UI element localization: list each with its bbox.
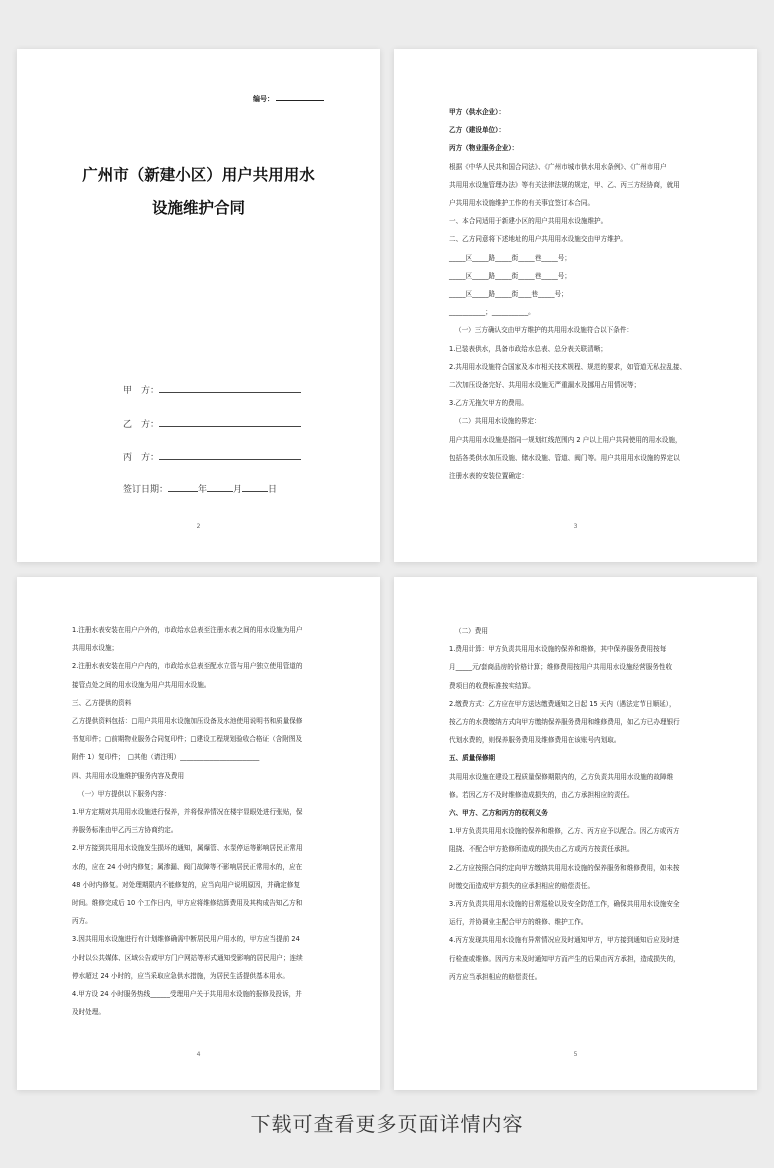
contract-number-blank bbox=[276, 100, 324, 101]
party-a-blank bbox=[159, 392, 301, 393]
page-number: 3 bbox=[573, 523, 578, 530]
party-b-blank bbox=[159, 426, 301, 427]
text-line: 2.共用用水设施符合国家及本市相关技术规程、规范的要求，如管道无私拉乱接、 bbox=[449, 362, 687, 371]
party-b-label: 乙 方： bbox=[123, 420, 160, 430]
contract-page-5 bbox=[394, 577, 757, 1090]
text-line: 代划水费的，则保养服务费用及维修费用在该账号内划取。 bbox=[449, 736, 621, 745]
day-blank bbox=[242, 491, 268, 492]
year-label: 年 bbox=[198, 485, 208, 495]
text-line: 3.乙方无拖欠甲方的费用。 bbox=[449, 399, 528, 408]
contract-number bbox=[253, 94, 324, 104]
text-line: 48 小时内修复。对处理期限内不能修复的，应当向用户说明原因，并确定修复 bbox=[72, 880, 301, 889]
text-line: _____区_____路_____街_____巷_____号； bbox=[449, 253, 571, 262]
party-a-label: 甲 方： bbox=[123, 386, 160, 396]
text-line: 阻挠、不配合甲方抢修所造成的损失由乙方或丙方按责任承担。 bbox=[449, 845, 634, 854]
text-line: 时间。维修完成后 10 个工作日内，甲方应将维修结算费用及其构成告知乙方和 bbox=[72, 899, 303, 908]
text-line: 行检查或维修。因丙方未及时通知甲方而产生的后果由丙方承担，造成损失的， bbox=[449, 954, 680, 963]
party-c-blank bbox=[159, 459, 301, 460]
text-line: 1.费用计算：甲方负责共用用水设施的保养和维修，其中保养服务费用按每 bbox=[449, 645, 667, 654]
text-line: 六、甲方、乙方和丙方的权利义务 bbox=[449, 809, 548, 818]
text-line: （二）共用用水设施的界定： bbox=[455, 417, 541, 426]
text-line: 2.注册水表安装在用户户内的，市政给水总表至配水立管与用户独立使用管道的 bbox=[72, 662, 303, 671]
text-line: 二、乙方同意将下述地址的用户共用用水设施交由甲方维护。 bbox=[449, 235, 628, 244]
text-line: 一、本合同适用于新建小区的用户共用用水设施维护。 bbox=[449, 217, 608, 226]
text-line: 水的，应在 24 小时内修复；属渗漏、阀门故障等不影响居民正常用水的，应在 bbox=[72, 862, 303, 871]
text-line: 小时以公共媒体、区域公告或甲方门户网站等形式通知受影响的居民用户；连续 bbox=[72, 953, 303, 962]
text-line: 户共用用水设施维护工作的有关事宜签订本合同。 bbox=[449, 199, 595, 208]
text-line: 2.缴费方式：乙方应在甲方送达缴费通知之日起 15 天内（遇法定节日顺延）， bbox=[449, 699, 676, 708]
text-line: 四、共用用水设施维护服务内容及费用 bbox=[72, 771, 185, 780]
text-line: 1.已装表供水，具备市政给水总表、总分表关联清晰； bbox=[449, 344, 607, 353]
text-line: 乙方（建设单位）： bbox=[449, 126, 506, 135]
text-line: ___________；___________。 bbox=[449, 308, 535, 317]
text-line: 及时处理。 bbox=[72, 1008, 105, 1017]
text-line: 乙方提供资料包括：□用户共用用水设施加压设备及水池使用说明书和质量保修 bbox=[72, 717, 303, 726]
page-body bbox=[72, 621, 329, 1021]
text-line: 1.甲方定期对共用用水设施进行保养，并将保养情况在楼宇显眼处进行张贴，保 bbox=[72, 808, 303, 817]
contract-page-3 bbox=[394, 49, 757, 562]
party-c-signature bbox=[123, 450, 301, 463]
text-line: 丙方（物业服务企业）： bbox=[449, 144, 519, 153]
text-line: 二次加压设备完好、共用用水设施无严重漏水及挪用占用情况等； bbox=[449, 381, 641, 390]
contract-number-label: 编号： bbox=[253, 95, 274, 103]
text-line: 3.因共用用水设施进行有计划维修确需中断居民用户用水的，甲方应当提前 24 bbox=[72, 935, 300, 944]
text-line: _____区_____路_____街_____巷_____号； bbox=[449, 271, 571, 280]
text-line: 五、质量保修期 bbox=[449, 754, 496, 763]
year-blank bbox=[168, 491, 198, 492]
contract-title-line2: 设施维护合同 bbox=[151, 199, 245, 217]
text-line: 附件 1）复印件； □其他（请注明）________________________ bbox=[72, 753, 260, 762]
text-line: 共用用水设施； bbox=[72, 644, 119, 653]
month-label: 月 bbox=[233, 485, 243, 495]
text-line: 费项目的收费标准按实结算。 bbox=[449, 681, 535, 690]
text-line: 注册水表的安装位置确定： bbox=[449, 472, 529, 481]
page-number: 5 bbox=[573, 1051, 578, 1058]
contract-page-4 bbox=[17, 577, 380, 1090]
page-body bbox=[449, 103, 711, 485]
text-line: 丙方应当承担相应的赔偿责任。 bbox=[449, 972, 542, 981]
text-line: 1.注册水表安装在用户户外的，市政给水总表至注册水表之间的用水设施为用户 bbox=[72, 626, 303, 634]
text-line: 按乙方的水费缴纳方式向甲方缴纳保养服务费用和维修费用，如乙方已办理银行 bbox=[449, 718, 680, 727]
text-line: 包括各类供水加压设施、储水设施、管道、阀门等。用户共用用水设施的界定以 bbox=[449, 453, 680, 462]
text-line: （二）费用 bbox=[455, 627, 488, 635]
text-line: 时缴交而造成甲方损失的应承担相应的赔偿责任。 bbox=[449, 881, 595, 890]
text-line: 4.丙方发现共用用水设施有异常情况应及时通知甲方，甲方接到通知后应及时进 bbox=[449, 936, 680, 945]
text-line: 2.乙方应按照合同约定向甲方缴纳共用用水设施的保养服务和维修费用，如未按 bbox=[449, 863, 680, 872]
text-line: 共用用水设施在建设工程质量保修期限内的，乙方负责共用用水设施的故障维 bbox=[449, 772, 674, 781]
contract-title-line1: 广州市（新建小区）用户共用用水 bbox=[82, 166, 315, 184]
text-line: 运行，并协调业主配合甲方的维修、维护工作。 bbox=[449, 918, 588, 927]
text-line: 甲方（供水企业）： bbox=[449, 108, 506, 116]
party-b-signature bbox=[123, 417, 301, 430]
month-blank bbox=[207, 491, 233, 492]
party-c-label: 丙 方： bbox=[123, 453, 160, 463]
page-number: 2 bbox=[196, 523, 201, 530]
text-line: 共用用水设施管理办法》等有关法律法规的规定，甲、乙、丙三方经协商，就用 bbox=[449, 180, 680, 189]
text-line: 1.甲方负责共用用水设施的保养和维修，乙方、丙方应予以配合。因乙方或丙方 bbox=[449, 827, 680, 836]
page-body bbox=[449, 622, 711, 986]
text-line: 丙方。 bbox=[72, 917, 92, 926]
text-line: （一）甲方提供以下服务内容： bbox=[78, 789, 171, 798]
text-line: 书复印件；□前期物业服务合同复印件；□建设工程规划验收合格证（含附图及 bbox=[72, 735, 303, 744]
text-line: 养服务标准由甲乙丙三方协商约定。 bbox=[72, 826, 178, 835]
download-more-caption: 下载可查看更多页面详情内容 bbox=[250, 1112, 524, 1136]
contract-title bbox=[57, 159, 340, 225]
signing-date bbox=[123, 482, 277, 495]
contract-cover-page bbox=[17, 49, 380, 562]
text-line: （一）三方确认交由甲方维护的共用用水设施符合以下条件： bbox=[455, 326, 634, 335]
text-line: 修。若因乙方不及时维修造成损失的，由乙方承担相应的责任。 bbox=[449, 790, 634, 799]
text-line: 接管点处之间的用水设施为用户共用用水设施。 bbox=[72, 680, 211, 689]
text-line: 2.甲方接到共用用水设施发生损坏的通知，属爆管、水泵停运等影响居民正常用 bbox=[72, 844, 303, 853]
text-line: _____区_____路_____街____巷_____号； bbox=[449, 290, 568, 299]
text-line: 三、乙方提供的资料 bbox=[72, 698, 132, 707]
text-line: 3.丙方负责共用用水设施的日常巡检以及安全防范工作，确保共用用水设施安全 bbox=[449, 900, 680, 909]
signing-date-label: 签订日期： bbox=[123, 485, 169, 495]
text-line: 4.甲方设 24 小时服务热线______受理用户关于共用用水设施的报修及投诉，并 bbox=[72, 990, 302, 999]
day-label: 日 bbox=[268, 485, 278, 495]
text-line: 月_____元/套商品房的价格计算；维修费用按用户共用用水设施经营服务性收 bbox=[449, 663, 673, 672]
page-number: 4 bbox=[196, 1051, 201, 1058]
text-line: 根据《中华人民共和国合同法》、《广州市城市供水用水条例》、《广州市用户 bbox=[449, 162, 667, 171]
text-line: 用户共用用水设施是指同一规划红线范围内 2 户以上用户共同使用的用水设施， bbox=[449, 435, 682, 444]
text-line: 停水超过 24 小时的，应当采取应急供水措施，为居民生活提供基本用水。 bbox=[72, 971, 289, 980]
party-a-signature bbox=[123, 383, 301, 396]
